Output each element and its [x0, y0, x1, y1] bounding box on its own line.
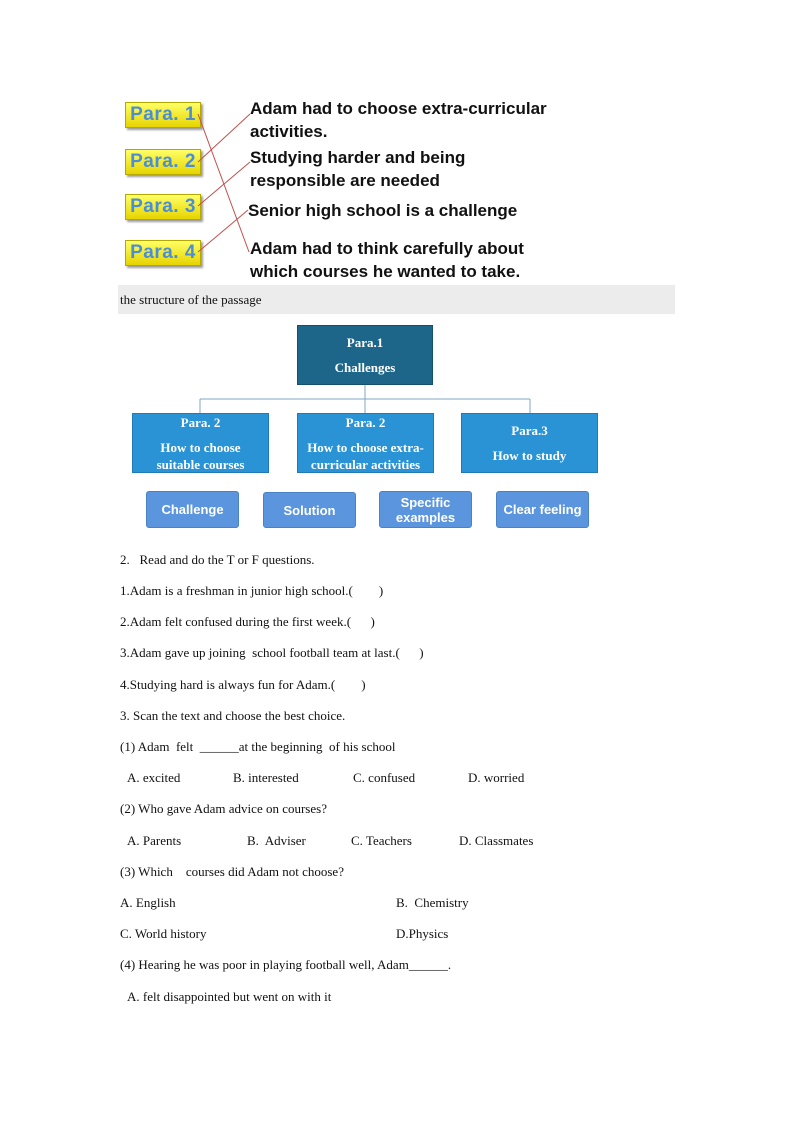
q1-option-c: C. confused: [353, 770, 416, 785]
mc-question-3: (3) Which courses did Adam not choose?: [120, 864, 344, 879]
statement-1-line-2: activities.: [250, 122, 328, 141]
statement-4-line-1: Adam had to think carefully about: [250, 239, 524, 258]
q3-option-d: D.Physics: [396, 926, 449, 941]
q3-option-a: A. English: [120, 895, 176, 910]
chart-mid-1-line2: How to choose: [160, 439, 241, 455]
tf-question-1: 1.Adam is a freshman in junior high school.( ): [120, 583, 384, 598]
q2-option-c: C. Teachers: [351, 833, 412, 848]
mc-question-2: (2) Who gave Adam advice on courses?: [120, 801, 327, 816]
statement-1-line-1: Adam had to choose extra-curricular: [250, 99, 547, 118]
tf-question-4: 4.Studying hard is always fun for Adam.( ): [120, 677, 366, 692]
para-3-tag: Para. 3: [125, 194, 201, 220]
chart-top-title: Para.1: [346, 335, 384, 350]
structure-label: the structure of the passage: [118, 285, 675, 314]
para-2-tag: Para. 2: [125, 149, 201, 175]
chart-mid-2-title: Para. 2: [345, 414, 386, 430]
para-1-tag: Para. 1: [125, 102, 201, 128]
tf-question-2: 2.Adam felt confused during the first week.( ): [120, 614, 375, 629]
q1-option-a: A. excited: [127, 770, 181, 785]
q2-option-a: A. Parents: [127, 833, 182, 848]
chart-mid-box-3: [461, 413, 598, 473]
chart-top-subtitle: Challenges: [334, 360, 396, 375]
q3-option-c: C. World history: [120, 926, 207, 941]
chart-mid-1-title: Para. 2: [180, 414, 221, 430]
pill-challenge-label: Challenge: [161, 502, 224, 517]
q1-option-d: D. worried: [468, 770, 525, 785]
chart-mid-3-title: Para.3: [511, 423, 548, 438]
para-4-tag: Para. 4: [125, 240, 201, 266]
mc-question-4: (4) Hearing he was poor in playing football well, Adam______.: [120, 957, 452, 972]
chart-mid-2-line3: curricular activities: [310, 456, 421, 472]
chart-mid-box-2: [297, 413, 434, 473]
pill-clear-feeling: [496, 491, 589, 528]
tf-question-3: 3.Adam gave up joining school football team at last.( ): [120, 645, 424, 660]
pill-challenge: [146, 491, 239, 528]
pill-clear-feeling-label: Clear feeling: [503, 502, 582, 517]
statement-4-line-2: which courses he wanted to take.: [250, 262, 521, 281]
mc-question-1: (1) Adam felt ______at the beginning of his school: [120, 739, 396, 754]
section-2-title: 2. Read and do the T or F questions.: [120, 552, 315, 567]
statement-2-line-2: responsible are needed: [250, 171, 440, 190]
chart-mid-3-line2: How to study: [492, 448, 567, 463]
q2-option-b: B. Adviser: [247, 833, 306, 848]
statement-2-line-1: Studying harder and being: [250, 148, 466, 167]
chart-mid-box-1: [132, 413, 269, 473]
pill-specific-line-1: Specific: [400, 494, 451, 510]
q3-option-b: B. Chemistry: [396, 895, 469, 910]
q2-option-d: D. Classmates: [459, 833, 534, 848]
pill-specific-line-2: examples: [395, 509, 456, 525]
section-3-title: 3. Scan the text and choose the best choice.: [120, 708, 346, 723]
pill-solution-label: Solution: [283, 502, 336, 518]
chart-top-box: [297, 325, 433, 385]
q4-option-a: A. felt disappointed but went on with it: [127, 989, 332, 1004]
chart-mid-1-line3: suitable courses: [156, 456, 245, 472]
q1-option-b: B. interested: [233, 770, 299, 785]
pill-solution: [263, 492, 356, 528]
statement-3-line-1: Senior high school is a challenge: [248, 201, 518, 220]
chart-mid-2-line2: How to choose extra-: [307, 439, 424, 455]
pill-specific-examples: [379, 491, 472, 528]
